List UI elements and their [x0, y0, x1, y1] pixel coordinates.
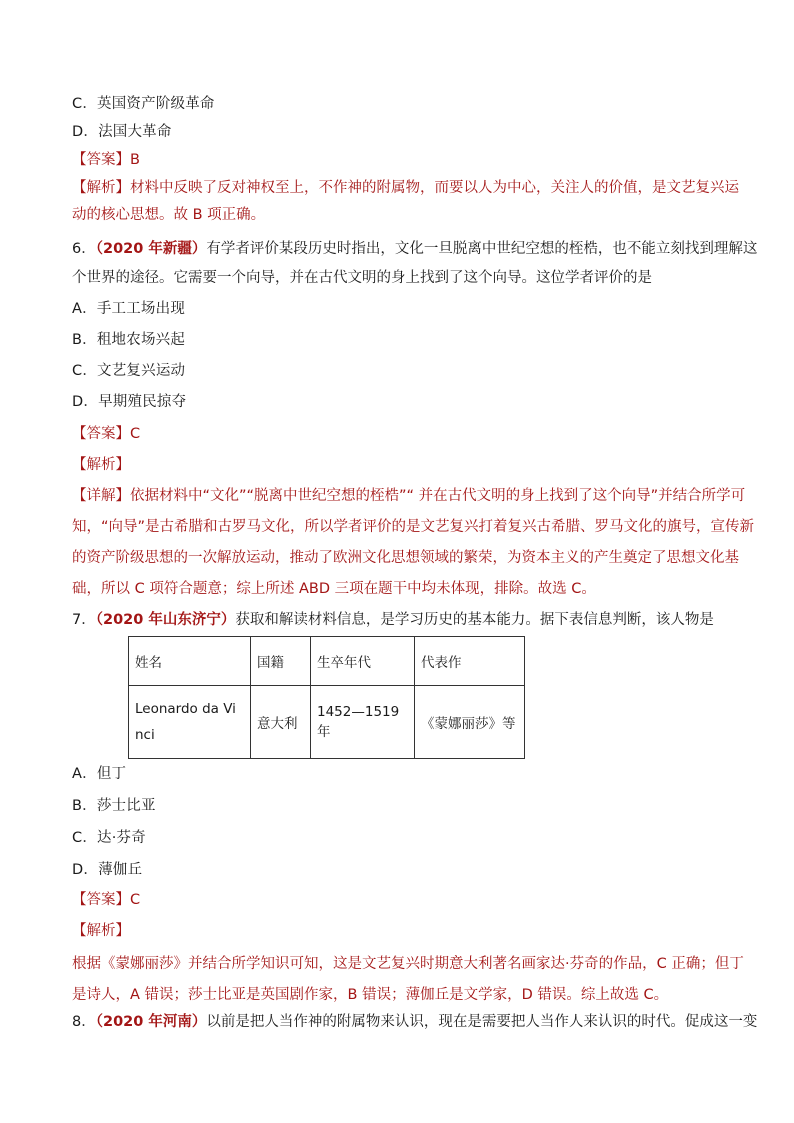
analysis-text: 材料中反映了反对神权至上，不作神的附属物，而要以人为中心，关注人的价值，是文艺复兴运: [130, 180, 739, 196]
q7-stem: [72, 610, 714, 630]
q6-option-c: C．文艺复兴运动: [72, 363, 186, 379]
q7-option-a: A．但丁: [72, 766, 127, 782]
question-source: （2020 年山东济宁）: [95, 612, 236, 628]
q6-option-d: D．早期殖民掠夺: [72, 394, 187, 410]
q7-option-b: B．莎士比亚: [72, 798, 156, 814]
table-cell-works: 《蒙娜丽莎》等: [415, 686, 525, 759]
table-header-cell: 生卒年代: [311, 637, 415, 686]
question-number: 7．: [72, 612, 96, 628]
table-header-cell: 国籍: [251, 637, 311, 686]
q6-stem-line-2: 个世界的途径。它需要一个向导，并在古代文明的身上找到了这个向导。这位学者评价的是: [72, 270, 652, 286]
q6-analysis-tag: 【解析】: [72, 457, 130, 473]
q7-analysis-line-1: 根据《蒙娜丽莎》并结合所学知识可知，这是文艺复兴时期意大利著名画家达·芬奇的作品，C 正确；但丁: [72, 956, 744, 972]
table-header-cell: 代表作: [415, 637, 525, 686]
q6-option-a: A．手工工场出现: [72, 301, 186, 317]
table-row: [129, 686, 525, 759]
question-number: 8．: [72, 1014, 96, 1030]
answer-tag: 【答案】: [72, 152, 130, 168]
detail-text: 依据材料中“文化”“脱离中世纪空想的桎梏”“ 并在古代文明的身上找到了这个向导”并结合所学可: [130, 488, 746, 504]
q6-answer: [72, 424, 140, 444]
q5-analysis-line-2: 动的核心思想。故 B 项正确。: [72, 207, 266, 223]
q7-analysis-tag: 【解析】: [72, 923, 130, 939]
q6-detail-line-4: 础，所以 C 项符合题意；综上所述 ABD 三项在题干中均未体现，排除。故选 C。: [72, 581, 596, 597]
table-header-row: [129, 637, 525, 686]
detail-tag: 【详解】: [72, 488, 130, 504]
q6-detail-line-2: 知，“向导”是古希腊和古罗马文化，所以学者评价的是文艺复兴打着复兴古希腊、罗马文化的旗号，宣传新: [72, 519, 755, 535]
question-source: （2020 年新疆）: [95, 241, 207, 257]
table-cell-lifespan: 1452—1519 年: [311, 686, 415, 759]
person-info-table: [128, 636, 525, 759]
q6-detail-line-1: [72, 486, 745, 506]
question-stem: 有学者评价某段历史时指出，文化一旦脱离中世纪空想的桎梏，也不能立刻找到理解这: [206, 241, 758, 257]
q7-answer: [72, 890, 140, 910]
q6-detail-line-3: 的资产阶级思想的一次解放运动，推动了欧洲文化思想领域的繁荣，为资本主义的产生奠定了思想文化基: [72, 550, 739, 566]
q7-analysis-line-2: 是诗人，A 错误；莎士比亚是英国剧作家，B 错误；薄伽丘是文学家，D 错误。综上故选 C。: [72, 987, 669, 1003]
q6-stem-line-1: [72, 239, 757, 259]
question-source: （2020 年河南）: [95, 1014, 207, 1030]
question-stem: 以前是把人当作神的附属物来认识，现在是需要把人当作人来认识的时代。促成这一变: [206, 1014, 758, 1030]
question-stem: 获取和解读材料信息，是学习历史的基本能力。据下表信息判断，该人物是: [235, 612, 714, 628]
answer-tag: 【答案】: [72, 426, 130, 442]
table-cell-name: Leonardo da Vinci: [129, 686, 251, 759]
q7-option-c: C．达·芬奇: [72, 830, 146, 846]
table-cell-nationality: 意大利: [251, 686, 311, 759]
q5-answer: [72, 150, 140, 170]
answer-value: C: [130, 892, 141, 908]
answer-value: B: [130, 152, 140, 168]
q6-option-b: B．租地农场兴起: [72, 332, 186, 348]
analysis-tag: 【解析】: [72, 180, 130, 196]
question-number: 6．: [72, 241, 96, 257]
q5-option-d: D．法国大革命: [72, 124, 172, 140]
q5-option-c: C．英国资产阶级革命: [72, 96, 215, 112]
answer-tag: 【答案】: [72, 892, 130, 908]
q8-stem-line-1: [72, 1012, 757, 1032]
q7-option-d: D．薄伽丘: [72, 862, 143, 878]
table-header-cell: 姓名: [129, 637, 251, 686]
q5-analysis-line-1: [72, 178, 739, 198]
answer-value: C: [130, 426, 141, 442]
